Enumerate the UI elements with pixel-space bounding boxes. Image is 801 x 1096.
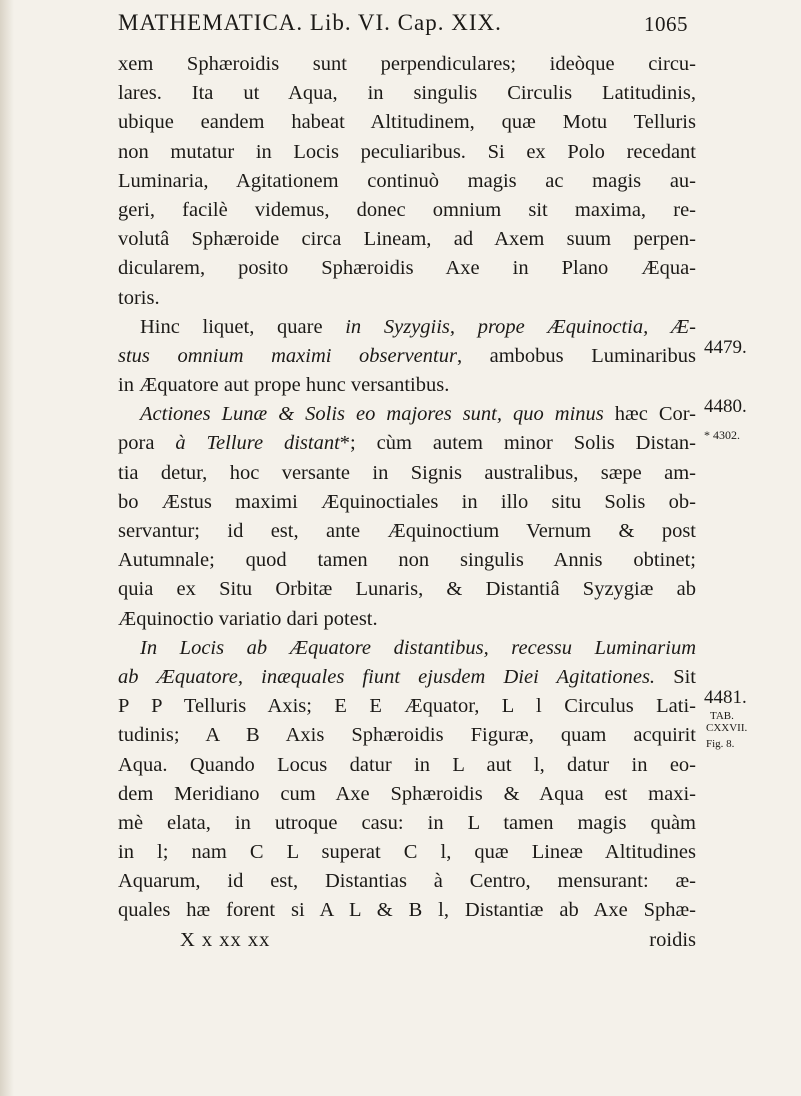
- italic-run: In Locis ab Æquatore distantibus, recessu Luminarium: [140, 636, 696, 659]
- text-line: ubique eandem habeat Altitudinem, quæ Motu Telluris: [118, 111, 696, 134]
- text-line: lares. Ita ut Aqua, in singulis Circulis Latitudinis,: [118, 82, 696, 105]
- paragraph-line: servantur; id est, ante Æquinoctium Vernum & post: [118, 520, 696, 542]
- gutter-shadow: [0, 0, 14, 1096]
- text-run: , ambobus Luminaribus: [456, 344, 696, 367]
- italic-run: ab Æquatore, inæquales fiunt ejusdem Diei Agitationes.: [118, 665, 656, 688]
- margin-reference-4302: * 4302.: [704, 428, 740, 442]
- text-line: geri, facilè videmus, donec omnium sit maxima, re-: [118, 198, 696, 221]
- paragraph-line: [118, 342, 696, 371]
- paragraph-line: [118, 663, 696, 692]
- italic-run: Actiones Lunæ & Solis eo majores sunt, quo minus: [140, 403, 604, 426]
- text-line: non mutatur in Locis peculiaribus. Si ex Polo recedant: [118, 140, 696, 163]
- italic-run: in Syzygiis, prope Æquinoctia, Æ-: [345, 315, 696, 338]
- paragraph-line: [118, 313, 696, 342]
- running-title: MATHEMATICA. Lib. VI. Cap. XIX.: [118, 10, 502, 35]
- paragraph-line: in Æquatore aut prope hunc versantibus.: [118, 374, 450, 397]
- paragraph-line: [118, 400, 696, 429]
- margin-tab-label: TAB.: [710, 710, 734, 722]
- paragraph-line: quales hæ forent si A L & B l, Distantiæ ab Axe Sphæ-: [118, 899, 696, 922]
- text-line: xem Sphæroidis sunt perpendiculares; ideòque circu-: [118, 53, 696, 75]
- body-text: [118, 50, 696, 955]
- text-line: dicularem, posito Sphæroidis Axe in Plano Æqua-: [118, 257, 696, 280]
- paragraph-line: [118, 634, 696, 663]
- paragraph-line: tudinis; A B Axis Sphæroidis Figuræ, quam acquirit: [118, 724, 696, 747]
- paragraph-line: dem Meridiano cum Axe Sphæroidis & Aqua est maxi-: [118, 782, 696, 805]
- page-number: 1065: [644, 12, 688, 36]
- paragraph-line: bo Æstus maximi Æquinoctiales in illo situ Solis ob-: [118, 490, 696, 513]
- text-run: Sit: [655, 665, 696, 688]
- italic-run: stus omnium maximi observentur: [118, 344, 457, 367]
- running-header: [118, 10, 688, 46]
- paragraph-line: quia ex Situ Orbitæ Lunaris, & Distantiâ Syzygiæ ab: [118, 578, 696, 601]
- paragraph-line: Autumnale; quod tamen non singulis Annis obtinet;: [118, 549, 696, 572]
- margin-number-4479: 4479.: [704, 337, 747, 358]
- paragraph-line: P P Telluris Axis; E E Æquator, L l Circulus Lati-: [118, 695, 696, 718]
- text-line: volutâ Sphæroide circa Lineam, ad Axem suum perpen-: [118, 228, 696, 251]
- text-run: hæc Cor-: [603, 403, 696, 426]
- paragraph-line: [118, 429, 696, 458]
- margin-tab-number: CXXVII.: [706, 722, 748, 734]
- text-run: Hinc liquet, quare: [140, 315, 346, 338]
- text-run: pora: [118, 432, 176, 455]
- text-line: toris.: [118, 286, 160, 309]
- catchword-line: [118, 926, 696, 955]
- paragraph-line: Aqua. Quando Locus datur in L aut l, datur in eo-: [118, 753, 696, 776]
- text-run: *; cùm autem minor Solis Distan-: [339, 432, 696, 455]
- signature-mark: X x xx xx: [180, 928, 271, 951]
- paragraph-line: Aquarum, id est, Distantias à Centro, mensurant: æ-: [118, 870, 696, 893]
- margin-number-4481: 4481.: [704, 687, 747, 708]
- paragraph-line: in l; nam C L superat C l, quæ Lineæ Altitudines: [118, 841, 696, 864]
- catchword: roidis: [649, 928, 696, 951]
- paragraph-line: mè elata, in utroque casu: in L tamen magis quàm: [118, 811, 696, 834]
- margin-number-4480: 4480.: [704, 396, 747, 417]
- paragraph-line: tia detur, hoc versante in Signis australibus, sæpe am-: [118, 461, 696, 484]
- margin-notes: [704, 0, 801, 1096]
- italic-run: à Tellure distant: [175, 432, 340, 455]
- margin-figure-ref: Fig. 8.: [706, 738, 735, 750]
- text-line: Luminaria, Agitationem continuò magis ac magis au-: [118, 169, 696, 192]
- paragraph-line: Æquinoctio variatio dari potest.: [118, 607, 378, 630]
